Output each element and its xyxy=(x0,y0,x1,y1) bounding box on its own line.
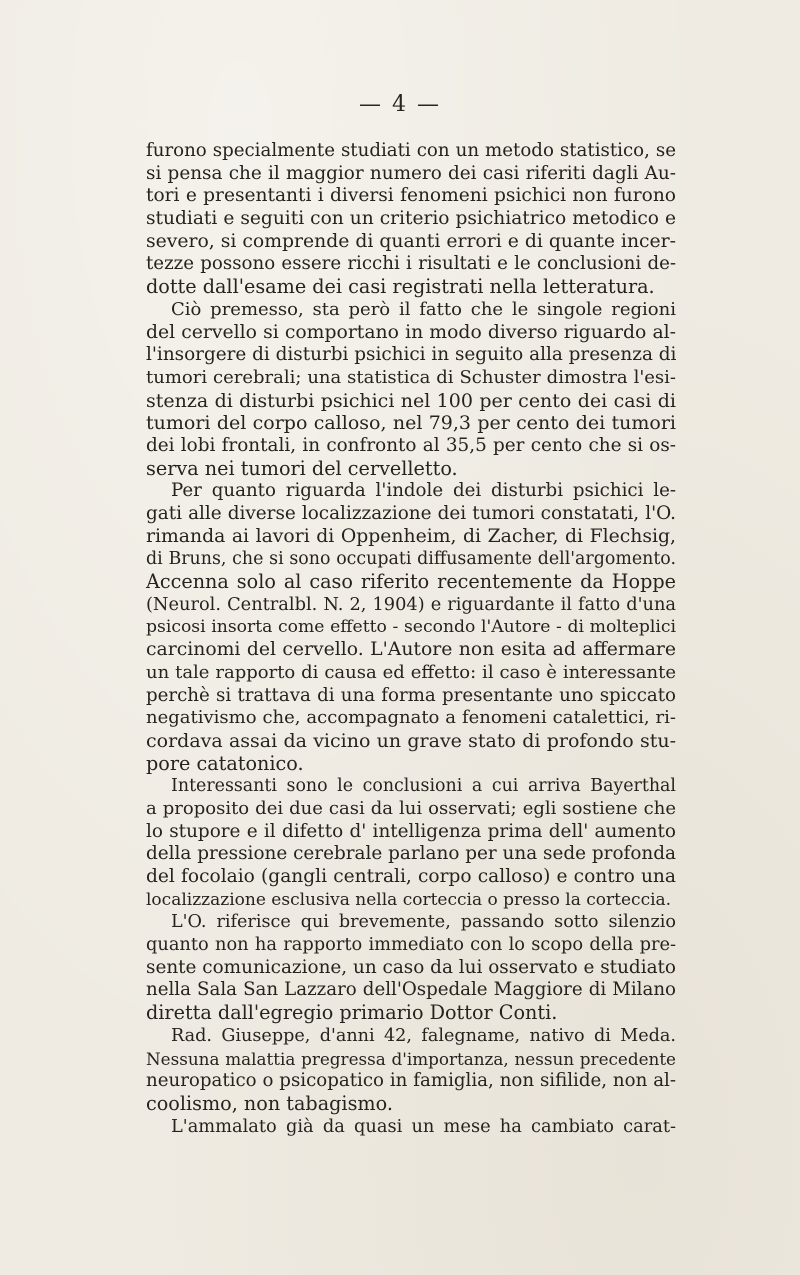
text-line: quanto non ha rapporto immediato con lo scopo della pre- xyxy=(146,934,676,956)
text-line: cordava assai da vicino un grave stato di profondo stu- xyxy=(146,729,676,752)
text-line: Ciò premesso, sta però il fatto che le singole regioni xyxy=(171,298,676,320)
text-line: diretta dall'egregio primario Dottor Conti. xyxy=(146,1001,558,1025)
text-line: nella Sala San Lazzaro dell'Ospedale Maggiore di Milano xyxy=(146,979,676,1001)
text-line: Per quanto riguarda l'indole dei disturbi psichici le- xyxy=(171,480,676,502)
text-line: Interessanti sono le conclusioni a cui arriva Bayerthal xyxy=(171,776,676,797)
text-line: Rad. Giuseppe, d'anni 42, falegname, nativo di Meda. xyxy=(171,1025,676,1046)
text-line: (Neurol. Centralbl. N. 2, 1904) e riguardante il fatto d'una xyxy=(146,593,676,615)
text-line: pore catatonico. xyxy=(146,751,304,775)
text-line: tori e presentanti i diversi fenomeni psichici non furono xyxy=(146,185,676,207)
text-line: sente comunicazione, un caso da lui osservato e studiato xyxy=(146,956,676,978)
text-line: tezze possono essere ricchi i risultati e le conclusioni de- xyxy=(146,253,676,275)
text-line: negativismo che, accompagnato a fenomeni catalettici, ri- xyxy=(146,707,676,729)
text-line: L'O. riferisce qui brevemente, passando sotto silenzio xyxy=(171,912,676,933)
text-line: studiati e seguiti con un criterio psichiatrico metodico e xyxy=(146,208,676,230)
text-line: neuropatico o psicopatico in famiglia, non sifilide, non al- xyxy=(146,1070,676,1092)
text-line: di Bruns, che si sono occupati diffusamente dell'argomento. xyxy=(146,549,676,570)
text-line: del focolaio (gangli centrali, corpo calloso) e contro una xyxy=(146,866,676,887)
body-text xyxy=(146,140,676,1138)
text-line: L'ammalato già da quasi un mese ha cambiato carat- xyxy=(171,1115,676,1137)
text-line: coolismo, non tabagismo. xyxy=(146,1091,393,1115)
text-line: Nessuna malattia pregressa d'importanza, nessun precedente xyxy=(146,1048,676,1069)
text-line: furono specialmente studiati con un metodo statistico, se xyxy=(146,140,676,161)
text-line: della pressione cerebrale parlano per una sede profonda xyxy=(146,843,676,865)
text-line: tumori cerebrali; una statistica di Schuster dimostra l'esi- xyxy=(146,366,676,388)
text-line: del cervello si comportano in modo diverso riguardo al- xyxy=(146,321,676,343)
text-line: un tale rapporto di causa ed effetto: il caso è interessante xyxy=(146,661,676,683)
text-line: Accenna solo al caso riferito recentemente da Hoppe xyxy=(146,570,676,594)
text-line: a proposito dei due casi da lui osservati; egli sostiene che xyxy=(146,797,676,819)
text-line: stenza di disturbi psichici nel 100 per cento dei casi di xyxy=(146,389,676,412)
text-line: tumori del corpo calloso, nel 79,3 per cento dei tumori xyxy=(146,412,676,435)
text-line: si pensa che il maggior numero dei casi riferiti dagli Au- xyxy=(146,162,676,184)
text-line: rimanda ai lavori di Oppenheim, di Zacher, di Flechsig, xyxy=(146,525,676,547)
page-number: — 4 — xyxy=(359,92,441,117)
text-line: severo, si comprende di quanti errori e di quante incer- xyxy=(146,230,676,252)
text-line: carcinomi del cervello. L'Autore non esita ad affermare xyxy=(146,639,676,661)
text-line: dotte dall'esame dei casi registrati nella letteratura. xyxy=(146,275,655,299)
text-line: l'insorgere di disturbi psichici in seguito alla presenza di xyxy=(146,344,677,366)
text-line: perchè si trattava di una forma presentante uno spiccato xyxy=(146,684,676,706)
text-line: psicosi insorta come effetto - secondo l'Autore - di molteplici xyxy=(146,617,676,638)
text-line: gati alle diverse localizzazione dei tumori constatati, l'O. xyxy=(146,503,676,524)
text-line: dei lobi frontali, in confronto al 35,5 per cento che si os- xyxy=(146,434,676,456)
text-line: localizzazione esclusiva nella corteccia o presso la corteccia. xyxy=(146,889,672,910)
text-line: lo stupore e il difetto d' intelligenza prima dell' aumento xyxy=(146,820,676,842)
text-line: serva nei tumori del cervelletto. xyxy=(146,456,458,480)
